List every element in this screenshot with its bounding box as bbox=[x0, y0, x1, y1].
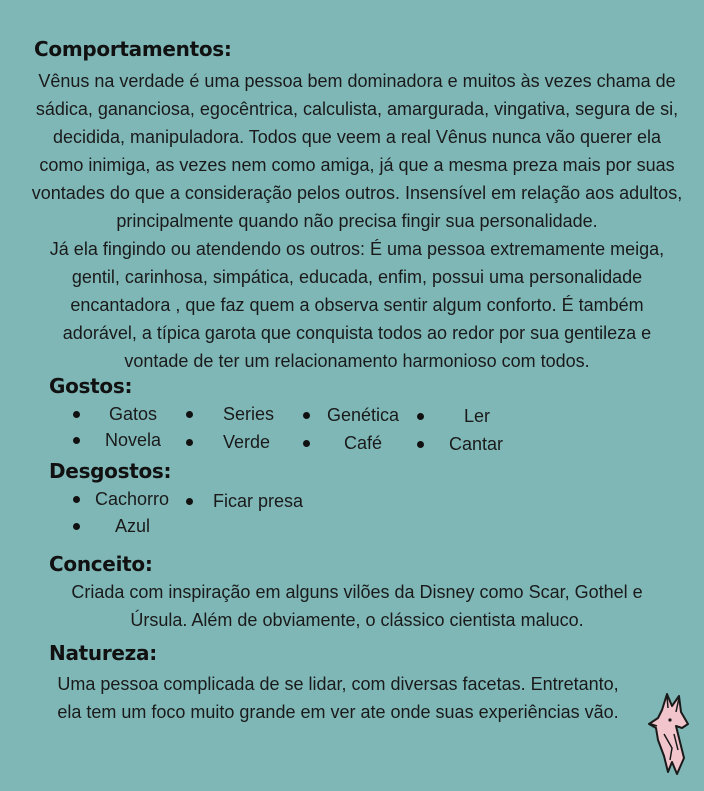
bullet-icon bbox=[73, 496, 80, 503]
comportamentos-line: gentil, carinhosa, simpática, educada, enfim, possui uma personalidade bbox=[71, 267, 643, 287]
comportamentos-line: sádica, gananciosa, egocêntrica, calculista, amargurada, vingativa, segura de si, bbox=[35, 99, 679, 119]
comportamentos-line: decidida, manipuladora. Todos que veem a real Vênus nunca vão querer ela bbox=[52, 127, 662, 147]
comportamentos-line: Já ela fingindo ou atendendo os outros: É uma pessoa extremamente meiga, bbox=[49, 239, 665, 259]
bullet-icon bbox=[73, 411, 80, 418]
comportamentos-line: como inimiga, as vezes nem como amiga, já que a mesma preza mais por suas bbox=[39, 155, 675, 175]
bullet-icon bbox=[186, 439, 193, 446]
natureza-line: Uma pessoa complicada de se lidar, com diversas facetas. Entretanto, bbox=[57, 674, 619, 694]
bullet-icon bbox=[186, 411, 193, 418]
natureza-heading: Natureza: bbox=[49, 641, 157, 665]
fox-mascot-icon bbox=[646, 690, 692, 778]
natureza-text bbox=[0, 670, 676, 726]
comportamentos-line: adorável, a típica garota que conquista todos ao redor por sua gentileza e bbox=[62, 323, 652, 343]
bullet-icon bbox=[186, 498, 193, 505]
comportamentos-line: encantadora , que faz quem a observa sentir algum conforto. É também bbox=[70, 295, 644, 315]
comportamentos-line: Vênus na verdade é uma pessoa bem dominadora e muitos às vezes chama de bbox=[38, 71, 676, 91]
comportamentos-text bbox=[20, 67, 694, 375]
comportamentos-heading: Comportamentos: bbox=[34, 37, 232, 61]
bullet-icon bbox=[417, 413, 424, 420]
conceito-text bbox=[20, 578, 694, 634]
conceito-line: Criada com inspiração em alguns vilões da Disney como Scar, Gothel e bbox=[71, 582, 643, 602]
bullet-icon bbox=[303, 412, 310, 419]
comportamentos-line: vontade de ter um relacionamento harmonioso com todos. bbox=[124, 351, 590, 371]
bullet-icon bbox=[73, 437, 80, 444]
bullet-icon bbox=[303, 440, 310, 447]
gostos-heading: Gostos: bbox=[49, 374, 133, 398]
bullet-icon bbox=[73, 523, 80, 530]
bullet-icon bbox=[417, 441, 424, 448]
comportamentos-line: vontades do que a consideração pelos outros. Insensível em relação aos adultos, bbox=[31, 183, 683, 203]
desgostos-heading: Desgostos: bbox=[49, 459, 172, 483]
comportamentos-line: principalmente quando não precisa fingir sua personalidade. bbox=[116, 211, 598, 231]
conceito-line: Úrsula. Além de obviamente, o clássico cientista maluco. bbox=[130, 610, 584, 630]
natureza-line: ela tem um foco muito grande em ver ate onde suas experiências vão. bbox=[57, 702, 619, 722]
conceito-heading: Conceito: bbox=[49, 552, 153, 576]
